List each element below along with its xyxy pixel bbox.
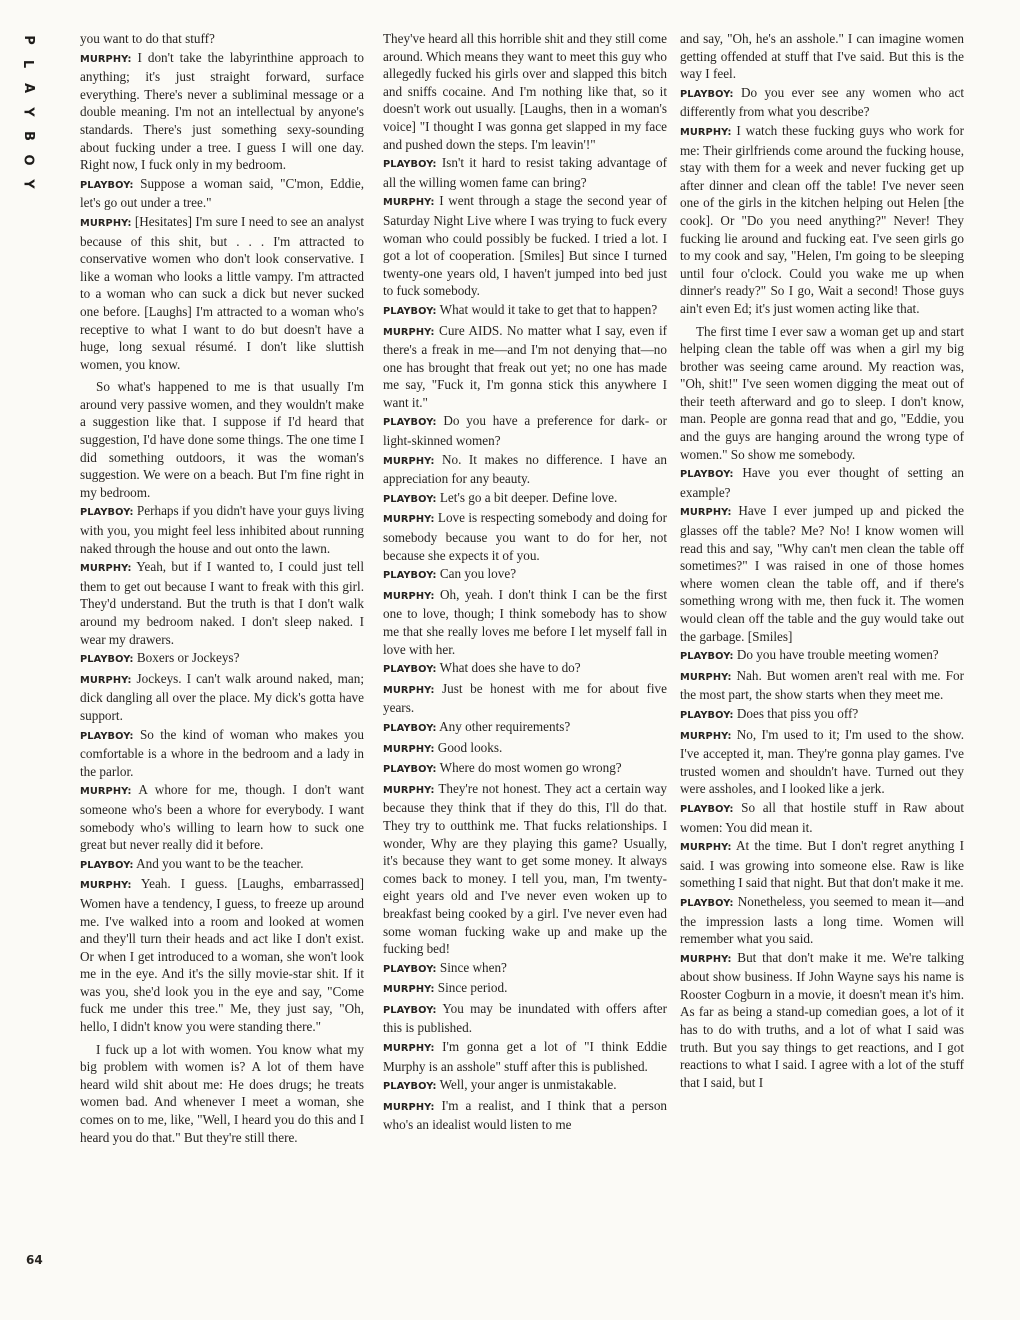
speaker-label: MURPHY: xyxy=(80,674,132,686)
article-paragraph xyxy=(383,154,667,191)
paragraph-text: Perhaps if you didn't have your guys living with you, you might feel less inhibited about running naked through the house and out onto the lawn. xyxy=(80,503,365,556)
article-paragraph xyxy=(680,84,964,121)
article-paragraph xyxy=(80,378,364,501)
article-paragraph xyxy=(80,558,364,648)
article-paragraph xyxy=(80,670,364,725)
paragraph-text: Have you ever thought of setting an example? xyxy=(680,465,964,500)
paragraph-text: Yeah. I guess. [Laughs, embarrassed] Women have a tendency, I guess, to freeze up around me. I've walked into a room and looked at women and they'll turn their heads and act like I don't exist. Or when I get introduced to a woman, she won't look me in the eye. And it's the silly movie-star shit. If it was you, she'd look you in the eye and say, "Come fuck me under this tree." Me, they just say, "Oh, hello, I didn't know you were standing there." xyxy=(80,876,364,1035)
speaker-label: MURPHY: xyxy=(383,455,435,467)
paragraph-text: Do you have trouble meeting women? xyxy=(736,647,939,663)
paragraph-text: Since period. xyxy=(437,980,508,996)
title-letter: L xyxy=(20,59,36,69)
magazine-title-vertical xyxy=(20,28,36,196)
paragraph-text: you want to do that stuff? xyxy=(80,31,215,46)
title-letter: A xyxy=(20,82,36,94)
article-paragraph xyxy=(80,1041,364,1147)
speaker-label: MURPHY: xyxy=(680,507,732,519)
paragraph-text: At the time. But I don't regret anything I said. I was growing into someone else. Raw is like something I said that night. But that don't make it me. xyxy=(680,838,964,891)
paragraph-text: But that don't make it me. We're talking about show business. If John Wayne says his name is Rooster Cogburn in a movie, it doesn't mean it's him. As far as being a stand-up comedian goes, a lot of it has to do with truths, and a lot of what I said was truth. But you say things to get reactions, and I got reactions to what I said. I agree with a lot of the stuff that I said, but I xyxy=(680,949,965,1090)
article-paragraph xyxy=(80,213,364,373)
paragraph-text: So what's happened to me is that usually I'm around very passive women, and they wouldn't make a suggestion like that. I suppose if I'd heard that suggestion, I'd have done some things. The one time I did something outdoors, it was the woman's suggestion. We were on a beach. But I'm fine right in my bedroom. xyxy=(80,379,364,500)
article-paragraph xyxy=(383,739,667,759)
article-paragraph xyxy=(383,509,667,564)
paragraph-text: I watch these fucking guys who work for me: Their girlfriends come around the fucking house, stay with them for a week and never fucking get up after dinner and clean off the table! I've never seen one of the girls in the kitchen helping out Helen [the cook]. Or "Do you need anything?" Never! They fucking lie around and fucking eat. I've seen girls go to my cook and say, "Helen, I'm going to be sleeping until four o'clock. Could you wake me up when dinner's ready?" So I go, Wait a second! Those guys ain't even Ed; it's just women acting like that. xyxy=(680,122,964,316)
paragraph-text: They've heard all this horrible shit and they still come around. Which means they want to meet this guy who allegedly fucked his girls over and slapped this bitch and sniffs cocaine. And I'm nothing like that, so it doesn't work out usually. [Laughs, then in a woman's voice] "I thought I was gonna get slapped in my face and pushed down the steps. I'm leavin'!" xyxy=(383,31,668,152)
speaker-label: PLAYBOY: xyxy=(383,764,437,776)
article-paragraph xyxy=(383,586,667,658)
title-letter: Y xyxy=(20,179,36,189)
article-paragraph xyxy=(680,646,964,666)
article-paragraph xyxy=(383,1000,667,1037)
speaker-label: MURPHY: xyxy=(80,53,132,65)
paragraph-text: So the kind of woman who makes you comfortable is a whore in the bedroom and a lady in the parlor. xyxy=(80,726,364,779)
paragraph-text: The first time I ever saw a woman get up and start helping clean the table off was when a girl my big brother was seeing came around. My reaction was, "Oh, shit!" I've seen women digging the meat out of their teeth afterward and go to sleep. I don't know, man. People are gonna read that and go, "Eddie, you and the guys are hanging around the wrong type of women." So show me somebody. xyxy=(680,323,964,462)
speaker-label: PLAYBOY: xyxy=(80,654,134,666)
article-paragraph xyxy=(680,726,964,798)
article-paragraph xyxy=(680,799,964,836)
article-paragraph xyxy=(383,489,667,509)
paragraph-text: I don't take the labyrinthine approach to anything; it's just straight forward, surface everything. There's never a subliminal message or a double meaning. I'm not an intellectual by anyone's standards. There's just something sexy-sounding about fucking under a tree. I guess I will one day. Right now, I fuck only in my bedroom. xyxy=(80,49,364,173)
article-paragraph xyxy=(80,49,364,174)
speaker-label: PLAYBOY: xyxy=(383,722,437,734)
article-paragraph xyxy=(80,781,364,853)
paragraph-text: Just be honest with me for about five years. xyxy=(383,680,667,716)
article-paragraph xyxy=(383,1097,667,1134)
paragraph-text: Suppose a woman said, "C'mon, Eddie, let's go out under a tree." xyxy=(80,175,365,211)
article-paragraph xyxy=(383,759,667,779)
article-paragraph xyxy=(383,659,667,679)
speaker-label: MURPHY: xyxy=(383,784,435,796)
speaker-label: PLAYBOY: xyxy=(383,963,437,975)
paragraph-text: and say, "Oh, he's an asshole." I can imagine women getting offended at stuff that I've said. But this is the way I feel. xyxy=(680,31,964,82)
speaker-label: MURPHY: xyxy=(80,217,132,229)
text-column-1 xyxy=(80,30,364,1147)
title-letter: P xyxy=(20,35,36,45)
page-number: 64 xyxy=(26,1253,43,1267)
article-paragraph xyxy=(383,1038,667,1075)
speaker-label: MURPHY: xyxy=(383,197,435,209)
article-paragraph xyxy=(80,502,364,557)
article-paragraph xyxy=(383,451,667,488)
article-paragraph xyxy=(680,837,964,892)
speaker-label: PLAYBOY: xyxy=(383,305,437,317)
article-paragraph xyxy=(383,959,667,979)
article-paragraph xyxy=(383,1076,667,1096)
article-paragraph xyxy=(383,718,667,738)
paragraph-text: No. It makes no difference. I have an appreciation for any beauty. xyxy=(383,451,668,487)
speaker-label: MURPHY: xyxy=(383,590,435,602)
speaker-label: MURPHY: xyxy=(80,786,132,798)
speaker-label: PLAYBOY: xyxy=(383,417,437,429)
article-paragraph xyxy=(80,175,364,212)
article-paragraph xyxy=(680,502,964,645)
speaker-label: MURPHY: xyxy=(383,1043,435,1055)
article-paragraph xyxy=(680,30,964,83)
speaker-label: MURPHY: xyxy=(383,684,435,696)
text-column-2 xyxy=(383,30,667,1135)
paragraph-text: A whore for me, though. I don't want someone who's been a whore for everybody. I want somebody who's willing to learn how to suck one great but never really did it before. xyxy=(80,782,364,853)
speaker-label: MURPHY: xyxy=(383,984,435,996)
article-paragraph xyxy=(680,667,964,704)
paragraph-text: They're not honest. They act a certain way because they think that if they do this, I'll do that. They try to outthink me. That fucks relationships. I wonder, Why are they playing this game? Usually, it's because they want to get some money. It always comes back to money. I tell you, man, I'm twenty-eight years old and I've never even woken up to breakfast being cooked by a girl. I've never even had some woman fucking wake up and make up the fucking bed! xyxy=(383,780,667,957)
article-paragraph xyxy=(383,780,667,958)
speaker-label: PLAYBOY: xyxy=(80,507,134,519)
paragraph-text: Well, your anger is unmistakable. xyxy=(439,1077,617,1093)
article-paragraph xyxy=(80,875,364,1035)
speaker-label: PLAYBOY: xyxy=(80,179,134,191)
paragraph-text: Cure AIDS. No matter what I say, even if there's a freak in me—and I'm not denying that—no one has brought that freak out yet; no one has made me say, "Fuck it, I'm gonna stick this anywhere I want it." xyxy=(383,322,667,410)
paragraph-text: Can you love? xyxy=(439,566,517,582)
article-paragraph xyxy=(680,122,964,318)
article-paragraph xyxy=(383,322,667,412)
paragraph-text: Nonetheless, you seemed to mean it—and the impression lasts a long time. Women will remember what you said. xyxy=(680,893,965,947)
speaker-label: PLAYBOY: xyxy=(680,709,734,721)
speaker-label: PLAYBOY: xyxy=(383,570,437,582)
paragraph-text: Have I ever jumped up and picked the glasses off the table? Me? No! I know women will read this and say, "Why can't men clean the table off sometimes?" I was raised in one of those homes where women clean the table off, and if there's something wrong with me, then fuck it. The women would clean off the table and the guy would take out the garbage. [Smiles] xyxy=(680,503,964,644)
speaker-label: MURPHY: xyxy=(80,563,132,575)
speaker-label: MURPHY: xyxy=(383,514,435,526)
paragraph-text: Since when? xyxy=(439,959,507,975)
article-paragraph xyxy=(383,680,667,717)
speaker-label: PLAYBOY: xyxy=(680,88,734,100)
title-letter: O xyxy=(20,154,36,166)
article-paragraph xyxy=(383,192,667,300)
paragraph-text: Let's go a bit deeper. Define love. xyxy=(439,489,618,505)
speaker-label: MURPHY: xyxy=(383,743,435,755)
speaker-label: PLAYBOY: xyxy=(680,897,734,909)
speaker-label: MURPHY: xyxy=(680,953,732,965)
paragraph-text: I went through a stage the second year of Saturday Night Live where I was trying to fuck every woman who could possibly be fucked. I tried a lot. I got a lot of cooperation. [Smiles] But since I turned twenty-one years old, I haven't jumped into bed just to fuck somebody. xyxy=(383,193,667,299)
text-column-3 xyxy=(680,30,964,1092)
paragraph-text: Yeah, but if I wanted to, I could just tell them to get out because I want to freak with this girl. They'd understand. But the truth is that I don't walk around my bedroom naked. I don't sleep naked. I wear my drawers. xyxy=(80,559,364,647)
paragraph-text: Do you ever see any women who act differently from what you describe? xyxy=(680,84,965,120)
paragraph-text: I'm gonna get a lot of "I think Eddie Murphy is an asshole" stuff after this is published. xyxy=(383,1039,667,1074)
article-paragraph xyxy=(680,705,964,725)
speaker-label: PLAYBOY: xyxy=(383,493,437,505)
paragraph-text: What would it take to get that to happen? xyxy=(439,301,658,317)
speaker-label: PLAYBOY: xyxy=(80,859,134,871)
title-letter: Y xyxy=(20,107,36,117)
paragraph-text: Where do most women go wrong? xyxy=(439,760,622,776)
paragraph-text: Boxers or Jockeys? xyxy=(136,650,240,666)
speaker-label: PLAYBOY: xyxy=(383,159,437,171)
speaker-label: PLAYBOY: xyxy=(680,651,734,663)
paragraph-text: Good looks. xyxy=(437,739,503,755)
speaker-label: PLAYBOY: xyxy=(680,803,734,815)
paragraph-text: Any other requirements? xyxy=(439,718,571,734)
article-paragraph xyxy=(680,464,964,501)
title-letter: B xyxy=(20,131,36,141)
paragraph-text: So all that hostile stuff in Raw about women: You did mean it. xyxy=(680,799,964,835)
paragraph-text: I fuck up a lot with women. You know what my big problem with women is? A lot of them have heard wild shit about me: He does drugs; he treats women bad. And whenever I meet a woman, she comes on to me, like, "Well, I heard you do this and I heard you do that." But they're still there. xyxy=(80,1041,364,1145)
article-paragraph xyxy=(383,30,667,153)
paragraph-text: Does that piss you off? xyxy=(736,705,859,721)
paragraph-text: Oh, yeah. I don't think I can be the first one to love, though; I think somebody has to show me that she really loves me before I let myself fall in love with her. xyxy=(383,586,668,657)
speaker-label: MURPHY: xyxy=(680,730,732,742)
article-paragraph xyxy=(80,649,364,669)
paragraph-text: Love is respecting somebody and doing for somebody because you want to do for her, not because she expects it of you. xyxy=(383,510,667,563)
paragraph-text: Jockeys. I can't walk around naked, man; dick dangling all over the place. My dick's gotta have support. xyxy=(80,670,364,723)
speaker-label: MURPHY: xyxy=(680,671,732,683)
paragraph-text: What does she have to do? xyxy=(439,660,581,676)
speaker-label: PLAYBOY: xyxy=(383,1081,437,1093)
article-paragraph xyxy=(383,412,667,449)
paragraph-text: No, I'm used to it; I'm used to the show. I've accepted it, man. They're gonna play games. I've trusted women and shouldn't have. Turned out they were assholes, and I looked like a jerk. xyxy=(680,726,964,797)
article-paragraph xyxy=(80,30,364,48)
speaker-label: MURPHY: xyxy=(383,1101,435,1113)
article-paragraph xyxy=(80,726,364,781)
paragraph-text: Isn't it hard to resist taking advantage of all the willing women fame can bring? xyxy=(383,155,667,190)
speaker-label: PLAYBOY: xyxy=(383,664,437,676)
paragraph-text: [Hesitates] I'm sure I need to see an analyst because of this shit, but . . . I'm attracted to conservative women who don't look conservative. I like a woman who looks a little vampy. I'm attracted to a woman who can suck a dick but never sucked one before. [Laughs] I'm attracted to a woman who's receptive to what I want to do but doesn't have a huge, long sexual résumé. I don't like sluttish women, you know. xyxy=(80,213,364,372)
article-paragraph xyxy=(383,979,667,999)
paragraph-text: Do you have a preference for dark- or light-skinned women? xyxy=(383,413,667,449)
speaker-label: MURPHY: xyxy=(80,880,132,892)
speaker-label: MURPHY: xyxy=(680,842,732,854)
article-paragraph xyxy=(383,301,667,321)
speaker-label: MURPHY: xyxy=(680,126,732,138)
article-paragraph xyxy=(680,323,964,464)
paragraph-text: And you want to be the teacher. xyxy=(136,855,304,871)
article-paragraph xyxy=(80,855,364,875)
speaker-label: PLAYBOY: xyxy=(680,469,734,481)
paragraph-text: You may be inundated with offers after this is published. xyxy=(383,1000,667,1036)
article-paragraph xyxy=(680,949,964,1092)
paragraph-text: Nah. But women aren't real with me. For the most part, the show starts when they meet me. xyxy=(680,667,965,703)
article-paragraph xyxy=(680,893,964,948)
speaker-label: MURPHY: xyxy=(383,326,435,338)
article-paragraph xyxy=(383,565,667,585)
speaker-label: PLAYBOY: xyxy=(383,1004,437,1016)
paragraph-text: I'm a realist, and I think that a person who's an idealist would listen to me xyxy=(383,1097,668,1133)
speaker-label: PLAYBOY: xyxy=(80,730,134,742)
